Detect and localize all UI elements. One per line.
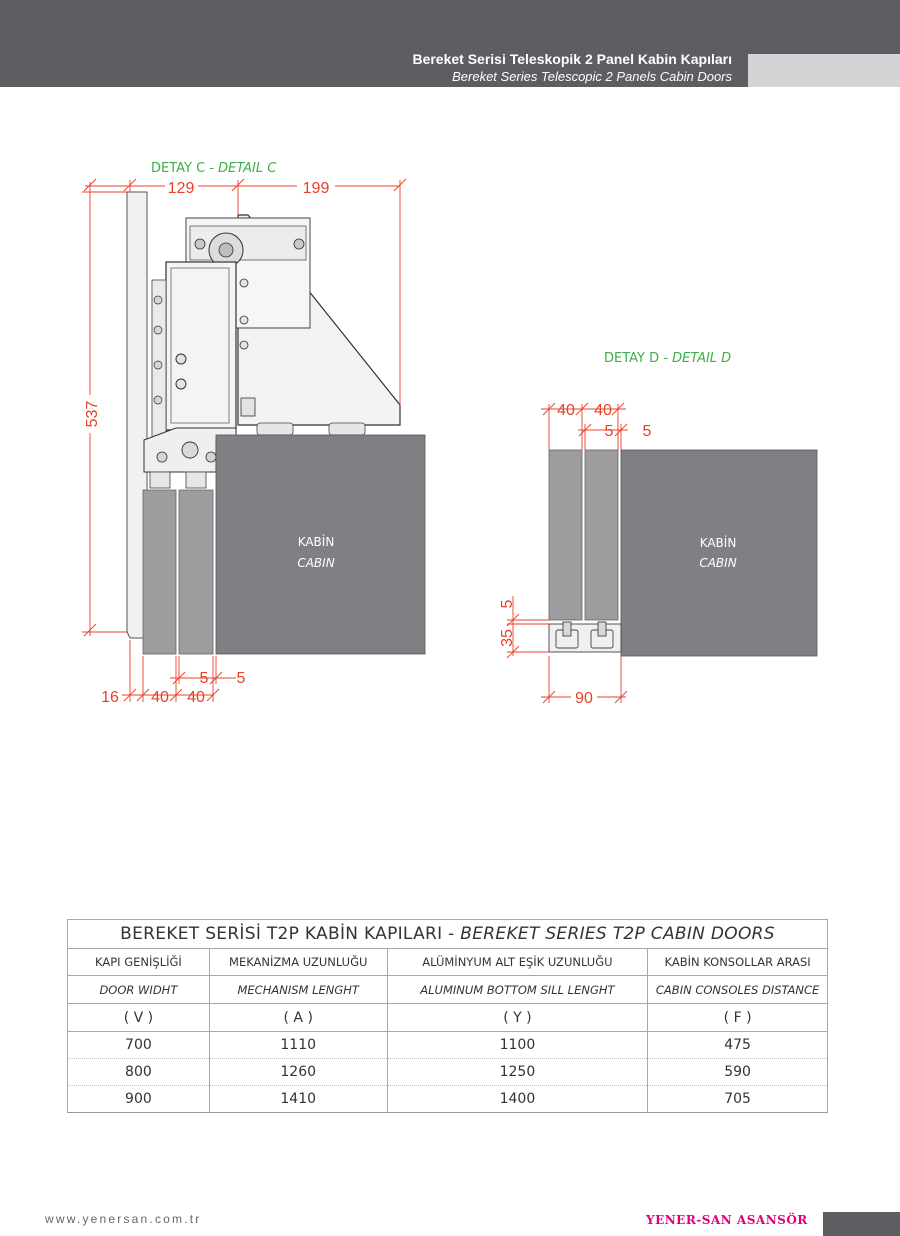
- header-sill-length-en: ALUMINUM BOTTOM SILL LENGHT: [387, 976, 648, 1004]
- cabin-label-en: CABIN: [297, 556, 335, 570]
- door-panel-d2: [585, 450, 618, 620]
- aluminum-sill: [549, 622, 621, 652]
- door-panel-d1: [549, 450, 582, 620]
- cell-v: 700: [68, 1032, 210, 1059]
- detail-d-drawing: [499, 351, 817, 707]
- dim-d-panel-2: 40: [594, 402, 612, 419]
- technical-drawing: [0, 87, 900, 727]
- header-tab: [748, 54, 900, 87]
- symbol-v: ( V ): [68, 1004, 210, 1032]
- table-row: [68, 1086, 828, 1113]
- cell-a: 1260: [209, 1059, 387, 1086]
- detail-c-drawing: [80, 161, 425, 706]
- table-header-en: [68, 976, 828, 1004]
- dim-d-sill-height: 35: [499, 629, 516, 647]
- cell-y: 1400: [387, 1086, 648, 1113]
- dim-gap-1: 5: [199, 670, 209, 687]
- header-door-width: KAPI GENİŞLİĞİ: [68, 949, 210, 976]
- table-row: [68, 1032, 828, 1059]
- footer-url[interactable]: www.yenersan.com.tr: [45, 1212, 202, 1226]
- header-consoles-distance-en: CABIN CONSOLES DISTANCE: [648, 976, 828, 1004]
- dim-d-sill-width: 90: [575, 690, 593, 707]
- door-panel-2: [179, 490, 213, 654]
- cabin-label-tr: KABİN: [297, 535, 335, 549]
- table-row: [68, 1059, 828, 1086]
- cell-f: 705: [648, 1086, 828, 1113]
- dim-height: 537: [84, 400, 101, 428]
- page-title: Bereket Serisi Teleskopik 2 Panel Kabin Kapıları: [412, 51, 732, 67]
- footer-brand-logo: YENER-SAN ASANSÖR: [646, 1213, 808, 1227]
- symbol-y: ( Y ): [387, 1004, 648, 1032]
- dim-d-gap-1: 5: [604, 423, 614, 440]
- table-symbols: [68, 1004, 828, 1032]
- cell-y: 1250: [387, 1059, 648, 1086]
- dim-top-right: 199: [302, 180, 330, 197]
- header-consoles-distance: KABİN KONSOLLAR ARASI: [648, 949, 828, 976]
- mechanism-box: [166, 262, 236, 430]
- dim-bottom-1: 16: [101, 689, 119, 706]
- dim-gap-2: 5: [236, 670, 246, 687]
- cell-a: 1110: [209, 1032, 387, 1059]
- cabin-label-d-en: CABIN: [699, 556, 737, 570]
- cell-v: 800: [68, 1059, 210, 1086]
- dim-top-left: 129: [167, 180, 195, 197]
- cell-y: 1100: [387, 1032, 648, 1059]
- spec-table-title: BEREKET SERİSİ T2P KABİN KAPILARI - BEREKET SERIES T2P CABIN DOORS: [68, 920, 828, 949]
- dim-d-side-gap: 5: [499, 599, 516, 609]
- symbol-f: ( F ): [648, 1004, 828, 1032]
- footer-tab: [823, 1212, 900, 1236]
- header-sill-length: ALÜMİNYUM ALT EŞİK UZUNLUĞU: [387, 949, 648, 976]
- detail-d-label: DETAY D - DETAIL D: [604, 351, 732, 366]
- header-mechanism-length-en: MECHANISM LENGHT: [209, 976, 387, 1004]
- dim-d-panel-1: 40: [557, 402, 575, 419]
- dim-bottom-3: 40: [187, 689, 205, 706]
- symbol-a: ( A ): [209, 1004, 387, 1032]
- cell-v: 900: [68, 1086, 210, 1113]
- cell-a: 1410: [209, 1086, 387, 1113]
- header-mechanism-length: MEKANİZMA UZUNLUĞU: [209, 949, 387, 976]
- cell-f: 475: [648, 1032, 828, 1059]
- table-header-tr: [68, 949, 828, 976]
- detail-c-label: DETAY C - DETAIL C: [151, 161, 277, 176]
- cell-f: 590: [648, 1059, 828, 1086]
- header-door-width-en: DOOR WIDHT: [68, 976, 210, 1004]
- cabin-block-d: [621, 450, 817, 656]
- spec-table: [67, 919, 828, 1113]
- dim-d-gap-2: 5: [642, 423, 652, 440]
- door-panel-1: [143, 490, 176, 654]
- page-subtitle: Bereket Series Telescopic 2 Panels Cabin Doors: [452, 69, 732, 84]
- dim-bottom-2: 40: [151, 689, 169, 706]
- cabin-label-d-tr: KABİN: [699, 536, 737, 550]
